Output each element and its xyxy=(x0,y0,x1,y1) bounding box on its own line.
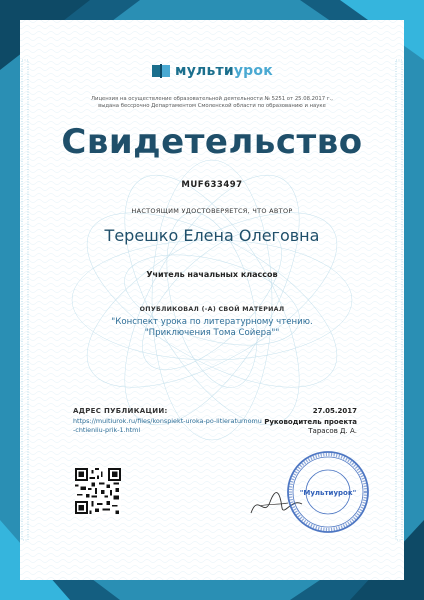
certificate-title: Свидетельство xyxy=(61,122,363,162)
issue-date: 27.05.2017 xyxy=(312,407,357,415)
author-position: Учитель начальных классов xyxy=(146,270,278,279)
certifies-text: НАСТОЯЩИМ УДОСТОВЕРЯЕТСЯ, ЧТО АВТОР xyxy=(131,207,293,215)
book-icon xyxy=(151,63,171,79)
address-label: АДРЕС ПУБЛИКАЦИИ: xyxy=(73,407,168,415)
seal-stamp xyxy=(286,450,370,534)
published-label: ОПУБЛИКОВАЛ (-А) СВОЙ МАТЕРИАЛ xyxy=(139,306,285,313)
brand-logo xyxy=(20,60,404,82)
material-title: "Конспект урока по литературному чтению. "Приключения Тома Сойера"" xyxy=(111,317,313,338)
signatory-name: Тарасов Д. А. xyxy=(308,427,357,435)
signatory-role: Руководитель проекта xyxy=(264,418,357,426)
certificate-code: MUF633497 xyxy=(181,180,243,190)
license-text: Лицензия на осуществление образовательной деятельности № 5251 от 25.08.2017 г., выдана бессрочно Департаментом Смоленской области по образованию и науке xyxy=(91,96,333,109)
author-name: Терешко Елена Олеговна xyxy=(104,226,320,245)
qr-code-icon xyxy=(75,468,121,514)
certificate-body xyxy=(20,20,404,580)
address-link[interactable]: https://multiurok.ru/files/konspiekt-uroka-po-litieraturnomu-chtieniiu-prik-1.html xyxy=(73,417,262,434)
brand-name: мультиурок xyxy=(175,63,273,79)
stamp-center-text: "Мультиурок" xyxy=(299,489,357,497)
